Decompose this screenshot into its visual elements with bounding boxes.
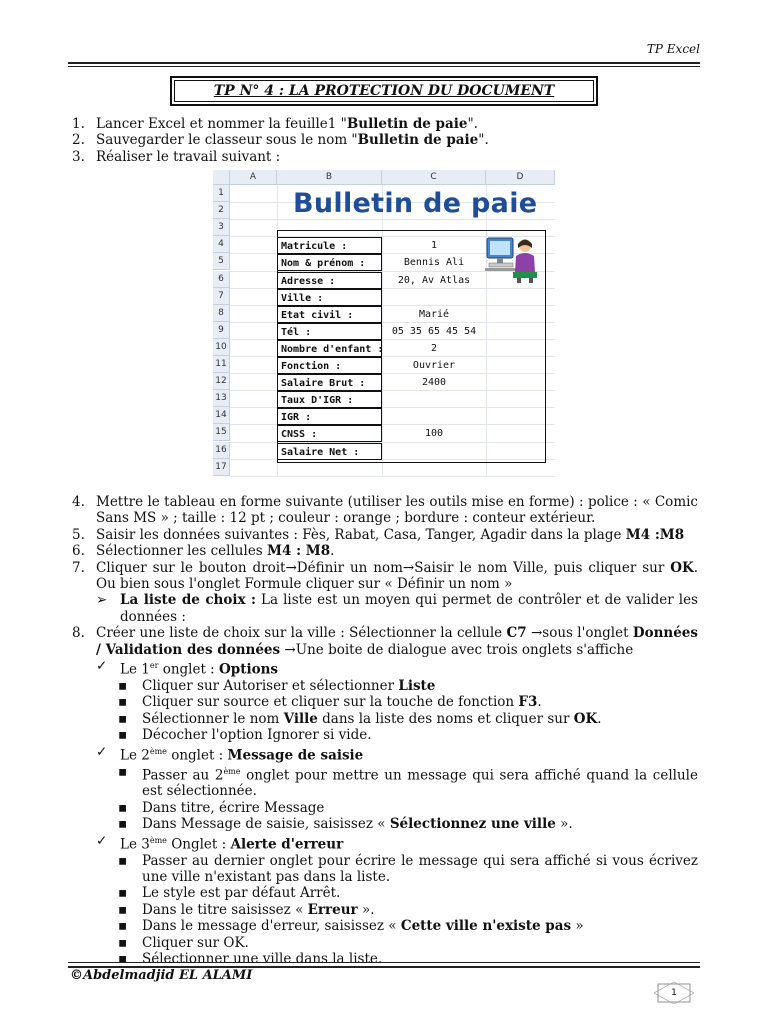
tab3-item bbox=[72, 918, 698, 934]
step-text: Créer une liste de choix sur la ville : Sélectionner la cellule bbox=[96, 625, 507, 642]
step-text: Lancer Excel et nommer la feuille1 " bbox=[96, 116, 347, 132]
footer-author: ©Abdelmadjid EL ALAMI bbox=[70, 968, 253, 983]
row-header: 17 bbox=[213, 459, 230, 476]
range-ref: M4 :M8 bbox=[625, 526, 685, 543]
item-text: onglet pour mettre un message qui sera affiché quand la cellule est sélectionnée. bbox=[142, 767, 698, 800]
row-header: 8 bbox=[213, 305, 230, 322]
tab-name: Message de saisie bbox=[227, 747, 364, 764]
item-text: Sélectionner une ville dans la liste. bbox=[142, 950, 383, 967]
header-label: TP Excel bbox=[646, 42, 700, 56]
square-bullet-icon: ▪ bbox=[118, 799, 128, 816]
step-number: 8. bbox=[72, 625, 85, 642]
field-value bbox=[382, 408, 486, 425]
checkmark-icon: ✓ bbox=[96, 832, 108, 849]
field-label: Taux D'IGR : bbox=[277, 391, 382, 408]
item-bold: F3 bbox=[518, 694, 538, 711]
step-number: 1. bbox=[72, 116, 85, 132]
step-text: →sous l'onglet bbox=[526, 625, 633, 642]
step-text: Saisir les données suivantes : Fès, Rabat, Casa, Tanger, Agadir dans la plage bbox=[96, 526, 626, 543]
item-text: Passer au 2 bbox=[142, 767, 224, 783]
item-text: Dans le titre saisissez « bbox=[142, 901, 308, 918]
square-bullet-icon: ▪ bbox=[118, 727, 128, 744]
column-header-d: D bbox=[486, 170, 555, 185]
sheet-title: Bulletin de paie bbox=[293, 188, 538, 219]
field-label: IGR : bbox=[277, 408, 382, 425]
step-bold: Bulletin de paie bbox=[346, 116, 468, 132]
item-text: dans la liste des noms et cliquer sur bbox=[317, 710, 574, 727]
note-bold: La liste de choix : bbox=[120, 592, 256, 609]
tab2-item bbox=[72, 764, 698, 800]
checkmark-icon: ✓ bbox=[96, 658, 108, 675]
square-bullet-icon: ▪ bbox=[118, 694, 128, 711]
checkmark-icon: ✓ bbox=[96, 743, 108, 760]
item-bold: Ville bbox=[283, 710, 318, 727]
punct: ». bbox=[555, 816, 573, 833]
field-label: Tél : bbox=[277, 323, 382, 340]
field-label: Salaire Brut : bbox=[277, 374, 382, 391]
step-number: 4. bbox=[72, 494, 85, 510]
item-text: Sélectionner le nom bbox=[142, 710, 284, 727]
step-text: . Ou bien sous l'onglet Formule cliquer sur « Définir un nom » bbox=[96, 559, 698, 593]
tab-sup: ème bbox=[149, 746, 167, 756]
tab1-item bbox=[72, 711, 698, 727]
step-4 bbox=[72, 494, 698, 527]
field-label: Nombre d'enfant : bbox=[277, 340, 382, 357]
tab3-item bbox=[72, 951, 698, 967]
punct: . bbox=[330, 543, 335, 560]
step-7 bbox=[72, 560, 698, 593]
tab-sup: ème bbox=[149, 835, 167, 845]
step-text: →Une boite de dialogue avec trois onglets s'affiche bbox=[280, 641, 634, 658]
item-text: Le style est par défaut Arrêt. bbox=[142, 885, 341, 902]
square-bullet-icon: ▪ bbox=[118, 816, 128, 833]
step-text: Sauvegarder le classeur sous le nom " bbox=[96, 132, 358, 149]
tab2-item bbox=[72, 816, 698, 832]
step-8 bbox=[72, 625, 698, 658]
field-label: Adresse : bbox=[277, 272, 382, 289]
gridline bbox=[230, 219, 555, 220]
step-1 bbox=[72, 116, 698, 132]
field-label: Etat civil : bbox=[277, 306, 382, 323]
row-header: 5 bbox=[213, 253, 230, 270]
field-value bbox=[382, 391, 486, 408]
square-bullet-icon: ▪ bbox=[118, 677, 128, 694]
row-header: 14 bbox=[213, 407, 230, 424]
page-number bbox=[654, 982, 694, 1004]
tab2-item bbox=[72, 800, 698, 816]
item-text: Passer au dernier onglet pour écrire le message qui sera affiché si vous écrivez une ville n'existant pas dans la liste. bbox=[142, 852, 698, 885]
step-text: ". bbox=[467, 116, 478, 132]
field-value: Ouvrier bbox=[412, 360, 456, 371]
item-bold: Erreur bbox=[307, 901, 358, 918]
tab1-item bbox=[72, 694, 698, 710]
field-value: 20, Av Atlas bbox=[397, 274, 471, 286]
field-value: 2 bbox=[430, 342, 438, 354]
tab-text: Le 3 bbox=[120, 836, 150, 853]
step-number: 7. bbox=[72, 559, 85, 576]
row-header: 3 bbox=[213, 219, 230, 236]
row-header: 2 bbox=[213, 202, 230, 219]
square-bullet-icon: ▪ bbox=[118, 901, 128, 918]
instructions-main bbox=[72, 494, 698, 967]
field-value: 05 35 65 45 54 bbox=[391, 325, 477, 337]
tab1-item bbox=[72, 678, 698, 694]
field-label: Fonction : bbox=[277, 357, 382, 374]
tab3-item bbox=[72, 902, 698, 918]
field-value bbox=[382, 443, 486, 460]
tab-text: onglet : bbox=[158, 661, 220, 678]
tab-2-heading bbox=[72, 744, 698, 764]
field-value bbox=[382, 289, 486, 306]
row-header: 13 bbox=[213, 390, 230, 407]
field-value: 100 bbox=[424, 428, 444, 440]
square-bullet-icon: ▪ bbox=[118, 710, 128, 727]
step-bold: Bulletin de paie bbox=[357, 132, 479, 149]
row-header: 6 bbox=[213, 271, 230, 288]
tab-name: Options bbox=[219, 661, 279, 678]
step-5 bbox=[72, 527, 698, 543]
gridline bbox=[230, 476, 555, 477]
punct: . bbox=[537, 694, 542, 711]
step-text: Mettre le tableau en forme suivante (utiliser les outils mise en forme) : police : « Comic Sans MS » ; taille : 12 pt ; couleur : orange ; bordure : conteur extérieur. bbox=[96, 494, 698, 527]
step-number: 2. bbox=[72, 132, 85, 149]
ok-ref: OK bbox=[670, 559, 694, 576]
tab-sup: er bbox=[149, 661, 159, 671]
square-bullet-icon: ▪ bbox=[118, 885, 128, 902]
note-text: La liste est un moyen qui permet de contrôler et de valider les données : bbox=[120, 592, 698, 625]
step-6 bbox=[72, 543, 698, 559]
tab3-item bbox=[72, 853, 698, 886]
footer-rule-thin bbox=[68, 962, 700, 963]
item-text: Cliquer sur OK. bbox=[142, 934, 249, 951]
tab-text: Onglet : bbox=[166, 836, 231, 853]
instructions-top bbox=[72, 116, 698, 165]
header-rule-thin bbox=[68, 66, 700, 67]
row-header: 15 bbox=[213, 424, 230, 441]
excel-sheet-image bbox=[213, 170, 555, 476]
row-header: 9 bbox=[213, 322, 230, 339]
field-label: CNSS : bbox=[277, 425, 382, 442]
field-value: 1 bbox=[430, 240, 438, 252]
square-bullet-icon: ▪ bbox=[118, 852, 128, 869]
field-label: Ville : bbox=[277, 289, 382, 306]
item-text: Décocher l'option Ignorer si vide. bbox=[142, 727, 372, 744]
item-text: Cliquer sur Autoriser et sélectionner bbox=[142, 677, 399, 694]
tab-3-heading bbox=[72, 833, 698, 853]
square-bullet-icon: ▪ bbox=[118, 934, 128, 951]
item-bold: Cette ville n'existe pas bbox=[400, 918, 572, 935]
row-header: 11 bbox=[213, 356, 230, 373]
page-number-text: 1 bbox=[671, 988, 677, 998]
sheet-corner bbox=[213, 170, 230, 185]
step-number: 6. bbox=[72, 543, 85, 560]
cell-ref: C7 bbox=[506, 625, 527, 642]
header-rule bbox=[68, 62, 700, 64]
square-bullet-icon: ▪ bbox=[118, 918, 128, 935]
menu-ref: Données / Validation des données bbox=[96, 625, 698, 658]
item-bold: Liste bbox=[398, 677, 436, 694]
step-text: Cliquer sur le bouton droit→Définir un nom→Saisir le nom Ville, puis cliquer sur bbox=[96, 559, 671, 576]
column-header-a: A bbox=[230, 170, 277, 185]
tab1-item bbox=[72, 727, 698, 743]
step-text: Sélectionner les cellules bbox=[96, 543, 268, 560]
punct: . bbox=[597, 710, 602, 727]
square-bullet-icon: ▪ bbox=[118, 763, 128, 780]
step-text: Réaliser le travail suivant : bbox=[96, 148, 281, 165]
tab3-item bbox=[72, 935, 698, 951]
step-2 bbox=[72, 132, 698, 148]
row-header: 4 bbox=[213, 236, 230, 253]
tab-text: Le 2 bbox=[120, 747, 150, 764]
step-text: ". bbox=[478, 132, 489, 149]
tab-text: onglet : bbox=[166, 747, 228, 764]
field-label: Matricule : bbox=[277, 237, 382, 254]
row-header: 7 bbox=[213, 288, 230, 305]
document-title: TP N° 4 : LA PROTECTION DU DOCUMENT bbox=[174, 80, 594, 102]
tab-name: Alerte d'erreur bbox=[230, 836, 344, 853]
item-text: Dans titre, écrire Message bbox=[142, 799, 325, 816]
row-header: 1 bbox=[213, 185, 230, 202]
field-value: Bennis Ali bbox=[403, 257, 465, 269]
row-header: 12 bbox=[213, 373, 230, 390]
title-box bbox=[170, 76, 598, 106]
step-3 bbox=[72, 149, 698, 165]
punct: » bbox=[571, 918, 584, 935]
field-value: 2400 bbox=[421, 377, 447, 389]
step-number: 3. bbox=[72, 148, 85, 165]
range-ref: M4 : M8 bbox=[267, 543, 331, 560]
square-bullet-icon: ▪ bbox=[118, 950, 128, 967]
item-bold: OK bbox=[573, 710, 598, 727]
row-header: 16 bbox=[213, 442, 230, 459]
field-value: Marié bbox=[418, 308, 450, 320]
item-text: Dans le message d'erreur, saisissez « bbox=[142, 918, 401, 935]
computer-user-clipart-icon bbox=[483, 232, 541, 284]
arrow-bullet-icon: ➢ bbox=[96, 592, 108, 609]
item-sup: ème bbox=[223, 766, 241, 776]
choice-list-note bbox=[72, 592, 698, 625]
tab3-item bbox=[72, 885, 698, 901]
column-header-c: C bbox=[382, 170, 486, 185]
item-bold: Sélectionnez une ville bbox=[389, 816, 556, 833]
item-text: Dans Message de saisie, saisissez « bbox=[142, 816, 390, 833]
punct: ». bbox=[357, 901, 375, 918]
tab-1-heading bbox=[72, 658, 698, 678]
row-header: 10 bbox=[213, 339, 230, 356]
field-label: Salaire Net : bbox=[277, 443, 382, 460]
tab-text: Le 1 bbox=[120, 661, 150, 678]
field-label: Nom & prénom : bbox=[277, 254, 382, 271]
item-text: Cliquer sur source et cliquer sur la touche de fonction bbox=[142, 694, 519, 711]
column-header-b: B bbox=[277, 170, 382, 185]
step-number: 5. bbox=[72, 526, 85, 543]
